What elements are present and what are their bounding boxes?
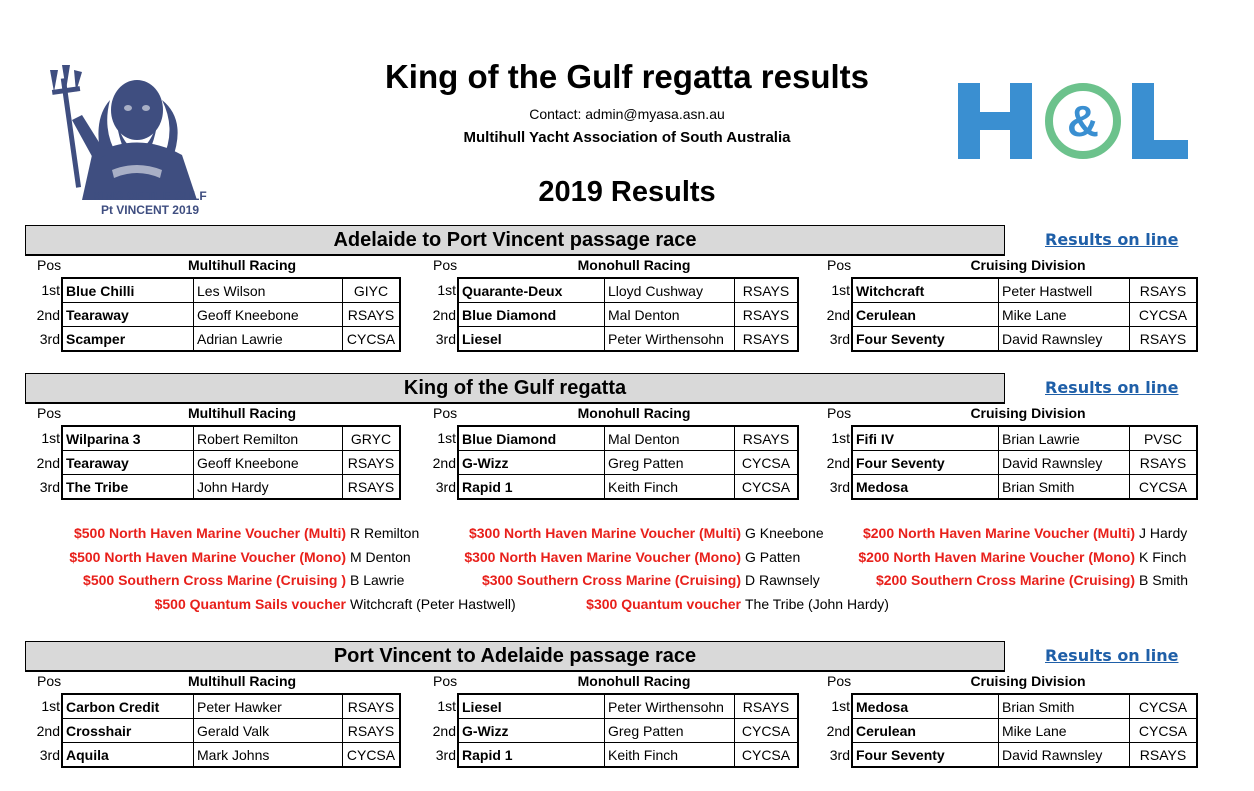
position-cell: 2nd	[36, 454, 60, 471]
club-cell: CYCSA	[735, 475, 799, 500]
section-title: King of the Gulf regatta	[25, 373, 1005, 404]
skipper-cell: David Rawnsley	[999, 743, 1130, 768]
prize-item	[69, 549, 346, 565]
skipper-cell: Lloyd Cushway	[605, 278, 735, 303]
table-row	[30, 719, 400, 743]
skipper-cell: Mike Lane	[999, 719, 1130, 743]
prize-winner: R Remilton	[350, 525, 420, 541]
table-row	[820, 743, 1197, 768]
boat-name-cell: Quarante-Deux	[458, 278, 605, 303]
club-cell: RSAYS	[343, 303, 401, 327]
prize-label: $200 North Haven Marine Voucher (Multi)	[862, 525, 1135, 541]
boat-name-cell: Scamper	[62, 327, 194, 352]
skipper-cell: Keith Finch	[605, 743, 735, 768]
prize-label: $300 North Haven Marine Voucher (Multi)	[468, 525, 741, 541]
position-cell: 2nd	[36, 306, 60, 323]
division-header: Cruising Division	[970, 673, 1086, 689]
table-row	[426, 719, 798, 743]
prize-winner: M Denton	[350, 549, 411, 565]
position-cell: 2nd	[432, 306, 456, 323]
prize-winner: The Tribe (John Hardy)	[745, 596, 889, 612]
prize-label: $300 Quantum voucher	[586, 596, 741, 612]
results-table	[426, 693, 799, 768]
results-table	[426, 425, 799, 500]
results-table	[426, 277, 799, 352]
prize-winner: B Smith	[1139, 572, 1189, 588]
club-cell: RSAYS	[1130, 451, 1198, 475]
skipper-cell: Peter Hawker	[194, 694, 343, 719]
prize-item	[469, 525, 741, 541]
club-cell: CYCSA	[343, 743, 401, 768]
skipper-cell: David Rawnsley	[999, 451, 1130, 475]
table-row	[30, 278, 400, 303]
position-cell: 3rd	[435, 746, 456, 763]
prize-label: $500 North Haven Marine Voucher (Multi)	[73, 525, 346, 541]
skipper-cell: Peter Wirthensohn	[605, 694, 735, 719]
table-row	[820, 327, 1197, 352]
page-title: King of the Gulf regatta results	[384, 58, 870, 95]
division-header: Monohull Racing	[577, 405, 691, 421]
club-cell: CYCSA	[1130, 694, 1198, 719]
table-row	[426, 451, 798, 475]
prize-winner: K Finch	[1139, 549, 1187, 565]
prize-label: $500 Southern Cross Marine (Cruising )	[83, 572, 346, 588]
svg-text:&: &	[1067, 97, 1099, 146]
position-cell: 1st	[831, 698, 850, 715]
position-cell: 1st	[437, 282, 456, 299]
results-table	[30, 277, 401, 352]
boat-name-cell: The Tribe	[62, 475, 194, 500]
pos-header: Pos	[37, 405, 62, 421]
table-row	[30, 327, 400, 352]
table-row	[820, 475, 1197, 500]
association-name: Multihull Yacht Association of South Australia	[463, 129, 791, 146]
table-row	[426, 278, 798, 303]
table-row	[30, 694, 400, 719]
club-cell: RSAYS	[1130, 278, 1198, 303]
prize-label: $500 Quantum Sails voucher	[154, 596, 346, 612]
boat-name-cell: Liesel	[458, 694, 605, 719]
boat-name-cell: Blue Diamond	[458, 303, 605, 327]
division-header: Monohull Racing	[577, 257, 691, 273]
table-row	[426, 475, 798, 500]
skipper-cell: Brian Smith	[999, 475, 1130, 500]
boat-name-cell: Crosshair	[62, 719, 194, 743]
table-row	[820, 719, 1197, 743]
position-cell: 3rd	[39, 478, 60, 495]
skipper-cell: Brian Lawrie	[999, 426, 1130, 451]
boat-name-cell: Rapid 1	[458, 475, 605, 500]
position-cell: 1st	[831, 430, 850, 447]
position-cell: 3rd	[829, 746, 850, 763]
table-row	[820, 451, 1197, 475]
club-cell: RSAYS	[735, 303, 799, 327]
boat-name-cell: G-Wizz	[458, 451, 605, 475]
boat-name-cell: Blue Diamond	[458, 426, 605, 451]
logo-line-1: KING OF THE GULF	[93, 189, 207, 203]
pos-header: Pos	[37, 257, 62, 273]
table-row	[30, 303, 400, 327]
table-row	[30, 451, 400, 475]
skipper-cell: Mark Johns	[194, 743, 343, 768]
skipper-cell: John Hardy	[194, 475, 343, 500]
pos-header: Pos	[433, 405, 458, 421]
pos-header: Pos	[433, 257, 458, 273]
prize-label: $200 North Haven Marine Voucher (Mono)	[858, 549, 1135, 565]
club-cell: PVSC	[1130, 426, 1198, 451]
division-header: Monohull Racing	[577, 673, 691, 689]
club-cell: CYCSA	[735, 719, 799, 743]
table-row	[820, 694, 1197, 719]
results-table	[820, 693, 1198, 768]
position-cell: 1st	[437, 698, 456, 715]
club-cell: RSAYS	[735, 426, 799, 451]
pos-header: Pos	[37, 673, 62, 689]
prize-item	[858, 549, 1135, 565]
club-cell: RSAYS	[343, 475, 401, 500]
table-row	[426, 694, 798, 719]
table-row	[820, 426, 1197, 451]
skipper-cell: Gerald Valk	[194, 719, 343, 743]
club-cell: CYCSA	[1130, 475, 1198, 500]
results-online-link[interactable]: Results on line	[1045, 646, 1179, 665]
boat-name-cell: Rapid 1	[458, 743, 605, 768]
position-cell: 3rd	[435, 330, 456, 347]
prize-item	[464, 549, 741, 565]
club-cell: CYCSA	[735, 451, 799, 475]
skipper-cell: Peter Wirthensohn	[605, 327, 735, 352]
prize-item	[74, 525, 346, 541]
boat-name-cell: Tearaway	[62, 451, 194, 475]
boat-name-cell: Witchcraft	[852, 278, 999, 303]
prize-item	[586, 596, 741, 612]
prize-label: $300 North Haven Marine Voucher (Mono)	[464, 549, 741, 565]
results-table	[30, 425, 401, 500]
position-cell: 2nd	[432, 454, 456, 471]
skipper-cell: Greg Patten	[605, 719, 735, 743]
table-row	[30, 475, 400, 500]
prize-item	[83, 572, 346, 588]
pos-header: Pos	[827, 405, 852, 421]
prize-winner: B Lawrie	[350, 572, 405, 588]
club-cell: RSAYS	[735, 327, 799, 352]
table-row	[30, 743, 400, 768]
prize-winner: G Patten	[745, 549, 801, 565]
table-row	[426, 426, 798, 451]
skipper-cell: Geoff Kneebone	[194, 303, 343, 327]
boat-name-cell: Medosa	[852, 694, 999, 719]
boat-name-cell: Carbon Credit	[62, 694, 194, 719]
table-row	[30, 426, 400, 451]
skipper-cell: Mal Denton	[605, 303, 735, 327]
results-table	[820, 425, 1198, 500]
prize-item	[482, 572, 741, 588]
boat-name-cell: Cerulean	[852, 719, 999, 743]
position-cell: 3rd	[829, 478, 850, 495]
division-header: Cruising Division	[970, 257, 1086, 273]
position-cell: 1st	[437, 430, 456, 447]
results-online-link[interactable]: Results on line	[1045, 378, 1179, 397]
club-cell: CYCSA	[1130, 303, 1198, 327]
hl-logo	[955, 78, 1195, 168]
table-row	[426, 743, 798, 768]
prize-winner: Witchcraft (Peter Hastwell)	[350, 596, 516, 612]
results-table	[820, 277, 1198, 352]
table-row	[820, 278, 1197, 303]
boat-name-cell: Cerulean	[852, 303, 999, 327]
skipper-cell: Greg Patten	[605, 451, 735, 475]
position-cell: 3rd	[39, 330, 60, 347]
skipper-cell: Peter Hastwell	[999, 278, 1130, 303]
boat-name-cell: Tearaway	[62, 303, 194, 327]
boat-name-cell: Four Seventy	[852, 451, 999, 475]
boat-name-cell: Wilparina 3	[62, 426, 194, 451]
division-header: Multihull Racing	[187, 257, 297, 273]
skipper-cell: Geoff Kneebone	[194, 451, 343, 475]
boat-name-cell: Liesel	[458, 327, 605, 352]
division-header: Cruising Division	[970, 405, 1086, 421]
prize-label: $200 Southern Cross Marine (Cruising)	[875, 572, 1135, 588]
position-cell: 1st	[831, 282, 850, 299]
logo-line-2: Pt VINCENT 2019	[100, 203, 200, 217]
club-cell: RSAYS	[1130, 327, 1198, 352]
boat-name-cell: Medosa	[852, 475, 999, 500]
club-cell: CYCSA	[343, 327, 401, 352]
boat-name-cell: Fifi IV	[852, 426, 999, 451]
skipper-cell: Robert Remilton	[194, 426, 343, 451]
position-cell: 3rd	[435, 478, 456, 495]
position-cell: 3rd	[829, 330, 850, 347]
position-cell: 1st	[41, 430, 60, 447]
pos-header: Pos	[433, 673, 458, 689]
position-cell: 1st	[41, 698, 60, 715]
skipper-cell: Les Wilson	[194, 278, 343, 303]
skipper-cell: Keith Finch	[605, 475, 735, 500]
club-cell: RSAYS	[1130, 743, 1198, 768]
club-cell: GRYC	[343, 426, 401, 451]
club-cell: GIYC	[343, 278, 401, 303]
position-cell: 2nd	[36, 722, 60, 739]
skipper-cell: Brian Smith	[999, 694, 1130, 719]
pos-header: Pos	[827, 673, 852, 689]
prize-winner: D Rawnsely	[745, 572, 820, 588]
table-row	[820, 303, 1197, 327]
skipper-cell: David Rawnsley	[999, 327, 1130, 352]
club-cell: RSAYS	[343, 451, 401, 475]
boat-name-cell: Four Seventy	[852, 743, 999, 768]
boat-name-cell: Blue Chilli	[62, 278, 194, 303]
prize-label: $500 North Haven Marine Voucher (Mono)	[69, 549, 346, 565]
prize-item	[863, 525, 1135, 541]
prize-label: $300 Southern Cross Marine (Cruising)	[481, 572, 741, 588]
club-cell: RSAYS	[735, 278, 799, 303]
boat-name-cell: Four Seventy	[852, 327, 999, 352]
results-table	[30, 693, 401, 768]
prize-winner: J Hardy	[1139, 525, 1188, 541]
club-cell: CYCSA	[735, 743, 799, 768]
boat-name-cell: G-Wizz	[458, 719, 605, 743]
skipper-cell: Adrian Lawrie	[194, 327, 343, 352]
skipper-cell: Mal Denton	[605, 426, 735, 451]
contact-email: Contact: admin@myasa.asn.au	[529, 106, 725, 122]
king-of-the-gulf-logo	[32, 60, 227, 220]
position-cell: 2nd	[826, 306, 850, 323]
position-cell: 2nd	[826, 454, 850, 471]
boat-name-cell: Aquila	[62, 743, 194, 768]
prize-winner: G Kneebone	[745, 525, 824, 541]
club-cell: CYCSA	[1130, 719, 1198, 743]
section-title: Adelaide to Port Vincent passage race	[25, 225, 1005, 256]
table-row	[426, 303, 798, 327]
division-header: Multihull Racing	[187, 673, 297, 689]
position-cell: 2nd	[826, 722, 850, 739]
skipper-cell: Mike Lane	[999, 303, 1130, 327]
section-title: Port Vincent to Adelaide passage race	[25, 641, 1005, 672]
position-cell: 2nd	[432, 722, 456, 739]
results-online-link[interactable]: Results on line	[1045, 230, 1179, 249]
prize-item	[876, 572, 1135, 588]
club-cell: RSAYS	[343, 694, 401, 719]
position-cell: 1st	[41, 282, 60, 299]
division-header: Multihull Racing	[187, 405, 297, 421]
club-cell: RSAYS	[735, 694, 799, 719]
prize-item	[155, 596, 346, 612]
table-row	[426, 327, 798, 352]
pos-header: Pos	[827, 257, 852, 273]
year-title: 2019 Results	[538, 176, 716, 208]
position-cell: 3rd	[39, 746, 60, 763]
club-cell: RSAYS	[343, 719, 401, 743]
